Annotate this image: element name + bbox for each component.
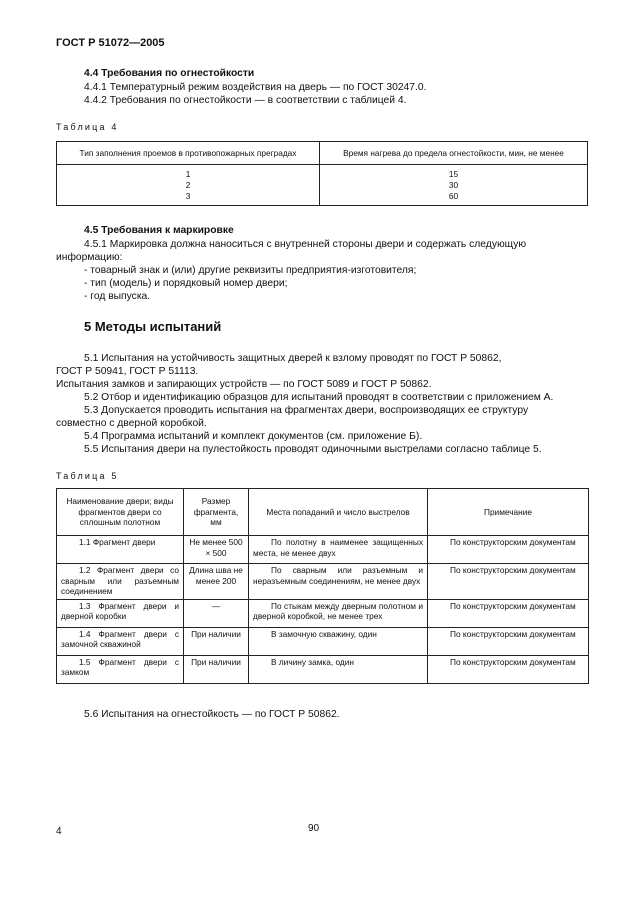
para-5-5: 5.5 Испытания двери на пулестойкость проводят одиночными выстрелами согласно таблице 5. [84, 444, 542, 455]
table-4-type: 1 [185, 169, 191, 179]
section-4-4-title: 4.4 Требования по огнестойкости [84, 68, 255, 79]
fragment-name: 1.2 Фрагмент двери со сварным или разъемным соединением [61, 565, 179, 596]
para-4-4-1: 4.4.1 Температурный режим воздействия на дверь — по ГОСТ 30247.0. [84, 82, 427, 93]
table-4-time: 60 [448, 191, 459, 201]
fragment-size: — [184, 599, 249, 627]
table-5-header-places: Места попаданий и число выстрелов [249, 489, 428, 536]
para-5-6: 5.6 Испытания на огнестойкость — по ГОСТ Р 50862. [84, 709, 340, 720]
table-4-time: 15 [448, 169, 459, 179]
note: По конструкторским документам [450, 628, 576, 639]
page-number-left: 4 [56, 826, 62, 837]
hit-places: По стыкам между дверным полотном и дверной коробкой, не менее трех [253, 600, 423, 621]
para-5-3b: совместно с дверной коробкой. [56, 418, 207, 429]
fragment-size: При наличии [184, 655, 249, 683]
para-4-5-1b: информацию: [56, 252, 123, 263]
bullet-type: - тип (модель) и порядковый номер двери; [84, 278, 288, 289]
note: По конструкторским документам [450, 600, 576, 611]
para-5-2: 5.2 Отбор и идентификацию образцов для испытаний проводят в соответствии с приложением А. [84, 392, 554, 403]
table-row [57, 627, 589, 655]
table-5 [56, 488, 589, 684]
fragment-name: 1.4 Фрагмент двери с замочной скважиной [61, 628, 179, 649]
table-row [57, 655, 589, 683]
fragment-size: Длина шва не менее 200 [184, 564, 249, 600]
fragment-name: 1.1 Фрагмент двери [79, 537, 156, 547]
note: По конструкторским документам [450, 656, 576, 667]
note: По конструкторским документам [450, 565, 576, 575]
para-4-4-2: 4.4.2 Требования по огнестойкости — в соответствии с таблицей 4. [84, 95, 407, 106]
table-4-type: 3 [185, 191, 191, 201]
para-4-5-1a: 4.5.1 Маркировка должна наноситься с внутренней стороны двери и содержать следующую [84, 239, 527, 250]
table-row [57, 536, 589, 564]
para-5-4: 5.4 Программа испытаний и комплект документов (см. приложение Б). [84, 431, 423, 442]
fragment-name: 1.3 Фрагмент двери и дверной коробки [61, 600, 179, 621]
para-5-1b: ГОСТ Р 50941, ГОСТ Р 51113. [56, 366, 199, 377]
note: По конструкторским документам [450, 537, 576, 547]
fragment-size: Не менее 500 × 500 [184, 536, 249, 564]
table-5-header-name: Наименование двери; виды фрагментов двери со сплошным полотном [57, 489, 184, 536]
bullet-trademark: - товарный знак и (или) другие реквизиты предприятия-изготовителя; [84, 265, 417, 276]
table-4-type: 2 [185, 180, 191, 190]
section-5-title: 5 Методы испытаний [84, 319, 222, 334]
table-4-times-cell [320, 165, 588, 206]
table-row [57, 564, 589, 600]
table-4-time: 30 [448, 180, 459, 190]
table-4-types-cell [57, 165, 320, 206]
hit-places: По полотну в наименее защищенных места, не менее двух [253, 537, 423, 558]
fragment-name: 1.5 Фрагмент двери с замком [61, 656, 179, 677]
fragment-size: При наличии [184, 627, 249, 655]
hit-places: В замочную скважину, один [271, 628, 377, 639]
hit-places: По сварным или разъемным и неразъемным соединениям, не менее двух [253, 565, 423, 586]
table-4-header-type: Тип заполнения проемов в противопожарных преградах [57, 142, 320, 165]
table-5-caption: Таблица 5 [56, 471, 119, 481]
table-4-caption: Таблица 4 [56, 122, 119, 132]
page-number-center: 90 [308, 823, 320, 834]
table-5-header-size: Размер фрагмента, мм [184, 489, 249, 536]
table-5-header-note: Примечание [428, 489, 589, 536]
bullet-year: - год выпуска. [84, 291, 151, 302]
para-5-1c: Испытания замков и запирающих устройств — по ГОСТ 5089 и ГОСТ Р 50862. [56, 379, 432, 390]
table-row [57, 599, 589, 627]
hit-places: В личину замка, один [271, 656, 354, 667]
para-5-1a: 5.1 Испытания на устойчивость защитных дверей к взлому проводят по ГОСТ Р 50862, [84, 353, 502, 364]
table-4-header-time: Время нагрева до предела огнестойкости, мин, не менее [320, 142, 588, 165]
para-5-3a: 5.3 Допускается проводить испытания на фрагментах двери, воспроизводящих ее структуру [84, 405, 529, 416]
document-header: ГОСТ Р 51072—2005 [56, 37, 165, 49]
table-4 [56, 141, 588, 206]
section-4-5-title: 4.5 Требования к маркировке [84, 225, 234, 236]
